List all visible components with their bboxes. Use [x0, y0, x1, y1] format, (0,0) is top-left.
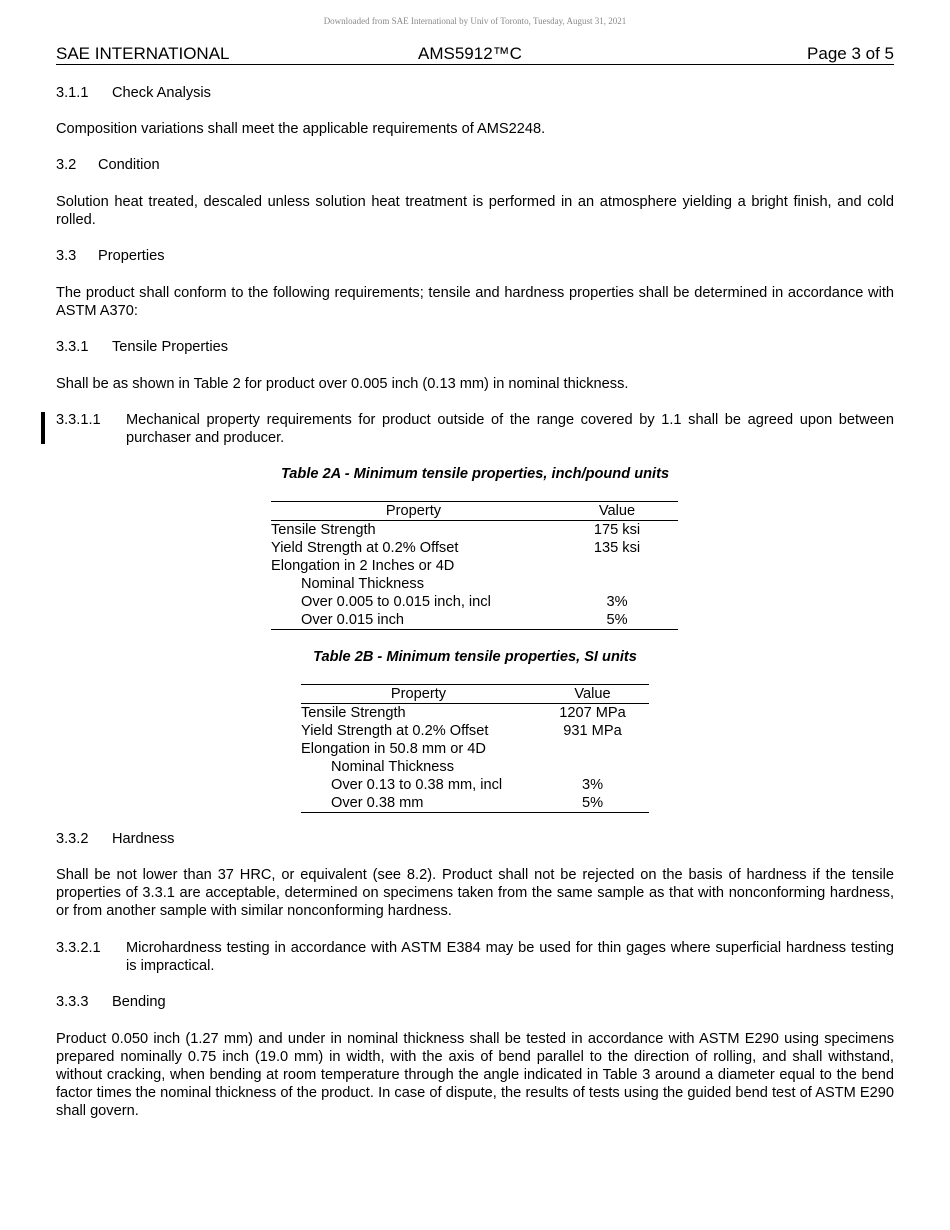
- section-3-3-2-1-body: Microhardness testing in accordance with ASTM E384 may be used for thin gages where superficial hardness testing is impractical.: [126, 940, 894, 974]
- value-cell: 931 MPa: [563, 723, 622, 739]
- table-row: [271, 611, 678, 630]
- value-cell: [556, 557, 678, 575]
- property-cell: Elongation in 50.8 mm or 4D: [301, 741, 486, 757]
- section-title: Condition: [98, 157, 160, 173]
- table-row: [271, 539, 678, 557]
- section-title: Check Analysis: [112, 85, 211, 101]
- section-3-3-body: The product shall conform to the following requirements; tensile and hardness properties shall be determined in accordance with ASTM A370:: [56, 285, 894, 319]
- section-number: 3.3.3: [56, 994, 89, 1010]
- table-row: [271, 557, 678, 575]
- table-row: [301, 776, 649, 794]
- property-cell: Elongation in 2 Inches or 4D: [271, 558, 455, 574]
- property-cell: Yield Strength at 0.2% Offset: [301, 723, 489, 739]
- section-3-3-2-heading: [56, 830, 894, 848]
- section-3-1-1-body: Composition variations shall meet the applicable requirements of AMS2248.: [56, 121, 546, 137]
- property-cell: Over 0.005 to 0.015 inch, incl: [301, 594, 491, 610]
- property-cell: Over 0.38 mm: [301, 794, 536, 813]
- section-3-3-2-body: Shall be not lower than 37 HRC, or equivalent (see 8.2). Product shall not be rejected on the basis of hardness if the tensile properties of 3.3.1 are acceptable, determined on specimens taken from the same sample as that with nonconforming hardness, or from another sample with similar nonconforming hardness.: [56, 867, 894, 919]
- value-cell: 3%: [606, 594, 628, 610]
- property-cell: Over 0.13 to 0.38 mm, incl: [331, 777, 503, 793]
- section-3-3-3-body: Product 0.050 inch (1.27 mm) and under in nominal thickness shall be tested in accordance with ASTM E290 using specimens prepared nominally 0.75 inch (19.0 mm) in width, with the axis of bend parallel to the direction of rolling, and shall withstand, without cracking, when bending at room temperature through the angle indicated in Table 3 around a diameter equal to the bend factor times the nominal thickness of the product. In case of dispute, the results of tests using the guided bend test of ASTM E290 shall govern.: [56, 1031, 894, 1119]
- section-title: Tensile Properties: [112, 339, 228, 355]
- property-cell: Over 0.015 inch: [271, 611, 556, 630]
- revision-change-bar: [41, 412, 45, 444]
- section-number: 3.2: [56, 157, 77, 173]
- property-cell: Tensile Strength: [271, 522, 376, 538]
- section-number: 3.3.2: [56, 831, 89, 847]
- table-row: [271, 593, 678, 611]
- table-row: [301, 722, 649, 740]
- table-row: [301, 758, 649, 776]
- value-cell: [536, 740, 649, 758]
- section-3-3-1-1-number: 3.3.1.1: [56, 412, 101, 428]
- property-cell: Yield Strength at 0.2% Offset: [271, 540, 459, 556]
- table-header-row: [301, 685, 649, 704]
- column-header-value: Value: [536, 685, 649, 704]
- section-title: Properties: [98, 248, 165, 264]
- column-header-value: Value: [556, 502, 678, 521]
- page-header: [56, 44, 894, 65]
- value-cell: 5%: [536, 794, 649, 813]
- table-2b: [301, 684, 649, 813]
- section-number: 3.1.1: [56, 85, 89, 101]
- table-row: [301, 704, 649, 723]
- value-cell: 3%: [581, 777, 604, 793]
- section-3-1-1-heading: [56, 84, 894, 102]
- property-cell: Nominal Thickness: [331, 759, 455, 775]
- table-row: [271, 521, 678, 540]
- section-3-3-1-body: Shall be as shown in Table 2 for product over 0.005 inch (0.13 mm) in nominal thickness.: [56, 376, 629, 392]
- download-watermark: Downloaded from SAE International by Univ of Toronto, Tuesday, August 31, 2021: [323, 16, 627, 26]
- value-cell: 5%: [556, 611, 678, 630]
- section-3-2-body: Solution heat treated, descaled unless solution heat treatment is performed in an atmosphere yielding a bright finish, and cold rolled.: [56, 194, 894, 228]
- value-cell: [536, 758, 649, 776]
- section-title: Hardness: [112, 831, 175, 847]
- table-header-row: [271, 502, 678, 521]
- value-cell: 135 ksi: [593, 540, 641, 556]
- section-3-2-heading: [56, 156, 894, 174]
- section-3-3-2-1-number: 3.3.2.1: [56, 940, 101, 956]
- header-page-number: Page 3 of 5: [807, 44, 894, 63]
- table-2a: [271, 501, 678, 630]
- table-row: [301, 794, 649, 813]
- table-2b-caption: Table 2B - Minimum tensile properties, SI units: [313, 649, 637, 665]
- value-cell: [556, 575, 678, 593]
- column-header-property: Property: [271, 502, 556, 521]
- value-cell: 1207 MPa: [559, 705, 626, 721]
- section-3-3-3-heading: [56, 993, 894, 1011]
- section-3-3-1-heading: [56, 338, 894, 356]
- header-document-number: AMS5912™C: [418, 44, 522, 63]
- table-2a-caption: Table 2A - Minimum tensile properties, inch/pound units: [280, 466, 670, 482]
- section-title: Bending: [112, 994, 166, 1010]
- section-number: 3.3: [56, 248, 77, 264]
- column-header-property: Property: [301, 685, 536, 704]
- property-cell: Tensile Strength: [301, 705, 406, 721]
- table-row: [301, 740, 649, 758]
- section-number: 3.3.1: [56, 339, 89, 355]
- value-cell: 175 ksi: [593, 522, 641, 538]
- table-row: [271, 575, 678, 593]
- section-3-3-1-1-body: Mechanical property requirements for product outside of the range covered by 1.1 shall be agreed upon between purchaser and producer.: [126, 412, 894, 446]
- property-cell: Nominal Thickness: [301, 576, 425, 592]
- header-publisher: SAE INTERNATIONAL: [56, 44, 230, 63]
- section-3-3-heading: [56, 247, 894, 265]
